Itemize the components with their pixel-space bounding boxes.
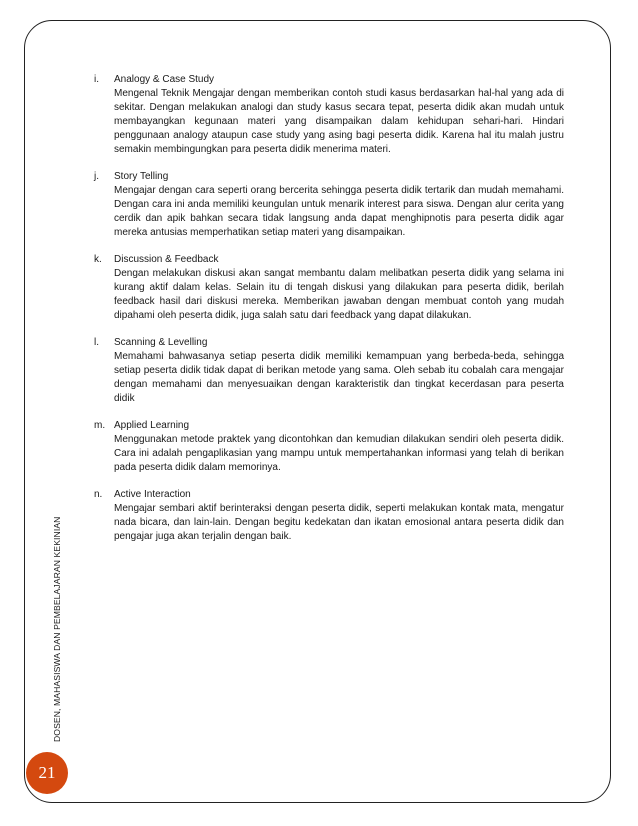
list-item — [94, 419, 564, 475]
list-item-body: Mengenal Teknik Mengajar dengan memberikan contoh studi kasus berdasarkan hal-hal yang ada di sekitar. Dengan melakukan analogi dan study kasus secara tepat, peserta didik akan mudah untuk membayangkan kegunaan materi yang disampaikan dalam kehidupan sehari-hari. Hindari penggunaan analogy ataupun case study yang asing bagi peserta didik. Karena hal itu malah justru semakin membingungkan para peserta didik menerima materi. — [114, 88, 564, 155]
list-item-title: Applied Learning — [114, 420, 190, 431]
list-item-body: Menggunakan metode praktek yang dicontohkan dan kemudian dilakukan sendiri oleh peserta didik. Cara ini adalah pengaplikasian yang mampu untuk mempertahankan informasi yang telah di berikan pada peserta didik dalam memorinya. — [114, 434, 564, 473]
list-item-title: Active Interaction — [114, 489, 191, 500]
list-item — [94, 336, 564, 406]
running-title: DOSEN, MAHASISWA DAN PEMBELAJARAN KEKINIAN — [52, 516, 62, 742]
list-item-marker: l. — [94, 337, 99, 348]
list-item-marker: j. — [94, 171, 99, 182]
document-body — [94, 73, 564, 557]
list-item — [94, 170, 564, 240]
list-item — [94, 253, 564, 323]
list-item-marker: k. — [94, 254, 102, 265]
list-item-body: Mengajar dengan cara seperti orang bercerita sehingga peserta didik tertarik dan mudah memahami. Dengan cara ini anda memiliki keungulan untuk menarik interest para siswa. Dengan alur cerita yang cerdik dan apik bahkan secara tidak langsung anda dapat menghipnotis para peserta didik agar mereka antusias memperhatikan setiap materi yang disampaikan. — [114, 185, 564, 238]
list-item-title: Scanning & Levelling — [114, 337, 208, 348]
list-item-marker: n. — [94, 489, 103, 500]
list-item-title: Story Telling — [114, 171, 169, 182]
list-item-marker: i. — [94, 74, 99, 85]
list-item-title: Discussion & Feedback — [114, 254, 219, 265]
list-item — [94, 488, 564, 544]
list-item-title: Analogy & Case Study — [114, 74, 215, 85]
list-item-body: Dengan melakukan diskusi akan sangat membantu dalam melibatkan peserta didik yang selama ini kurang aktif dalam kelas. Selain itu di tengah diskusi yang dilakukan para peserta didik, berilah feedback hasil dari diskusi mereka. Memberikan jawaban dengan membuat contoh yang mudah dipahami oleh peserta didik, juga salah satu dari feedback yang dapat dilakukan. — [114, 268, 564, 321]
list-item-body: Mengajar sembari aktif berinteraksi dengan peserta didik, seperti melakukan kontak mata, mengatur nada bicara, dan lain-lain. Dengan begitu kedekatan dan ikatan emosional antara peserta didik dan pengajar juga akan terjalin dengan baik. — [114, 503, 564, 542]
list-item-body: Memahami bahwasanya setiap peserta didik memiliki kemampuan yang berbeda-beda, sehingga setiap peserta didik tidak dapat di berikan metode yang sama. Oleh sebab itu cobalah cara mengajar dengan memahami dan menyesuaikan dengan karakteristik dan tingkat kecerdasan para peserta didik — [114, 351, 564, 404]
page-number-badge: 21 — [26, 752, 68, 794]
list-item-marker: m. — [94, 420, 106, 431]
list-item — [94, 73, 564, 157]
